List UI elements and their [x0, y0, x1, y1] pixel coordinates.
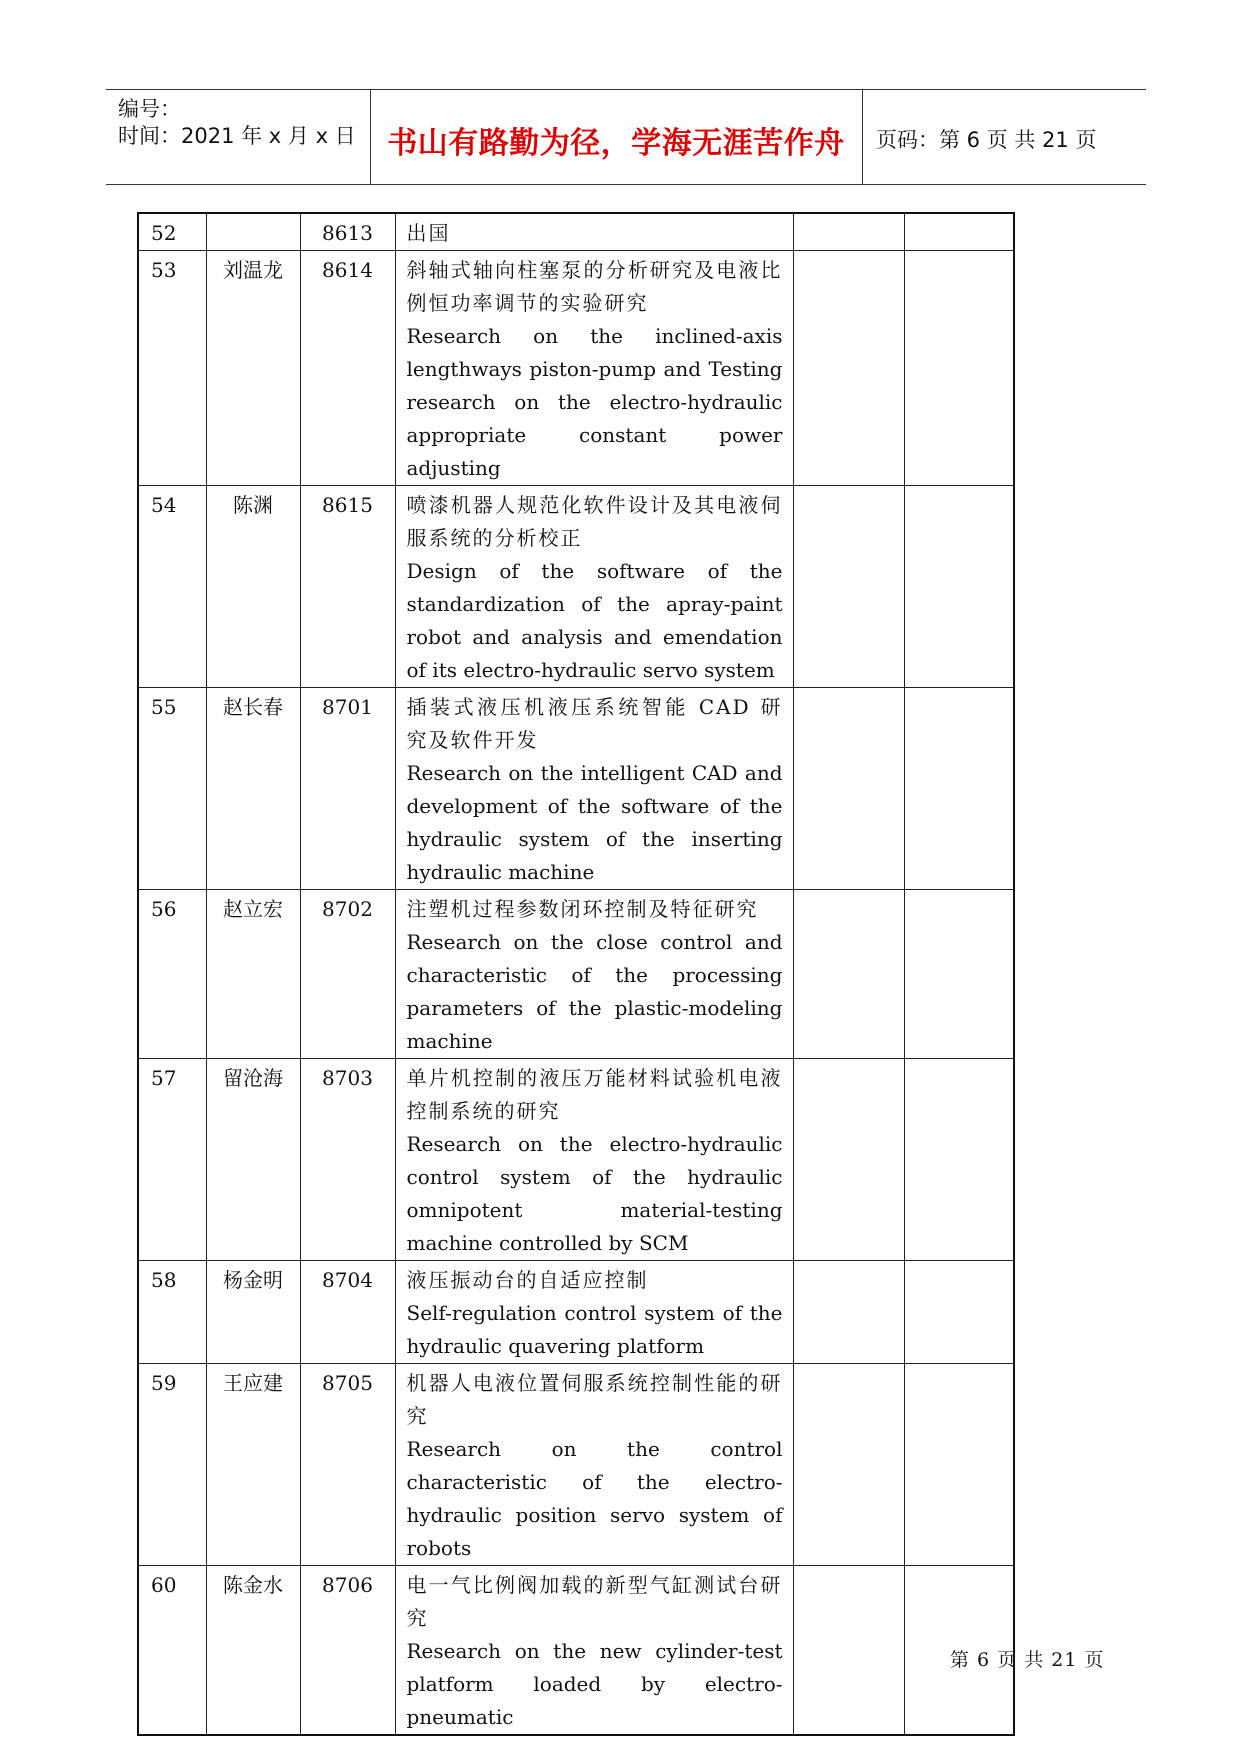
author-name: 杨金明 — [206, 1261, 300, 1364]
thesis-code: 8705 — [300, 1364, 395, 1566]
blank-cell — [793, 213, 904, 251]
blank-cell — [904, 688, 1014, 890]
thesis-title — [395, 890, 793, 1059]
thesis-title — [395, 213, 793, 251]
table-row — [138, 1364, 1014, 1566]
thesis-title — [395, 1059, 793, 1261]
motto: 书山有路勤为径，学海无涯苦作舟 — [387, 126, 845, 161]
table-row — [138, 1059, 1014, 1261]
author-name: 赵立宏 — [206, 890, 300, 1059]
blank-cell — [904, 890, 1014, 1059]
title-chinese: 液压振动台的自适应控制 — [406, 1268, 649, 1292]
title-chinese: 电一气比例阀加载的新型气缸测试台研究 — [406, 1573, 783, 1630]
title-chinese: 插装式液压机液压系统智能 CAD 研究及软件开发 — [406, 695, 783, 752]
header-meta-cell — [106, 90, 371, 184]
page-number-label: 页码：第 6 页 共 21 页 — [876, 128, 1097, 152]
thesis-table — [137, 212, 1015, 1736]
header-page-cell — [862, 90, 1146, 184]
blank-cell — [793, 1261, 904, 1364]
blank-cell — [793, 890, 904, 1059]
row-number: 53 — [138, 251, 206, 486]
title-english: Research on the electro-hydraulic control system of the hydraulic omnipotent material-testing machine controlled by SCM — [406, 1132, 783, 1255]
thesis-title — [395, 251, 793, 486]
thesis-title — [395, 1566, 793, 1736]
row-number: 54 — [138, 486, 206, 688]
table-row — [138, 251, 1014, 486]
thesis-code: 8701 — [300, 688, 395, 890]
thesis-code: 8706 — [300, 1566, 395, 1736]
table-row — [138, 890, 1014, 1059]
title-english: Design of the software of the standardization of the apray-paint robot and analysis and emendation of its electro-hydraulic servo system — [406, 559, 783, 682]
title-english: Self-regulation control system of the hydraulic quavering platform — [406, 1301, 783, 1358]
author-name: 赵长春 — [206, 688, 300, 890]
title-english: Research on the intelligent CAD and development of the software of the hydraulic system of the inserting hydraulic machine — [406, 761, 783, 884]
thesis-code: 8704 — [300, 1261, 395, 1364]
table-row — [138, 213, 1014, 251]
table-row — [138, 1261, 1014, 1364]
thesis-title — [395, 1261, 793, 1364]
table-row — [138, 688, 1014, 890]
row-number: 60 — [138, 1566, 206, 1736]
row-number: 57 — [138, 1059, 206, 1261]
row-number: 58 — [138, 1261, 206, 1364]
serial-label: 编号： — [118, 97, 181, 121]
title-chinese: 出国 — [406, 221, 451, 245]
thesis-code: 8615 — [300, 486, 395, 688]
row-number: 55 — [138, 688, 206, 890]
thesis-table-body — [138, 213, 1014, 1735]
blank-cell — [904, 1261, 1014, 1364]
author-name — [206, 213, 300, 251]
table-row — [138, 1566, 1014, 1736]
thesis-code: 8614 — [300, 251, 395, 486]
page-footer: 第 6 页 共 21 页 — [950, 1649, 1105, 1671]
title-english: Research on the control characteristic of the electro-hydraulic position servo system of robots — [406, 1437, 783, 1560]
title-chinese: 注塑机过程参数闭环控制及特征研究 — [406, 897, 759, 921]
blank-cell — [793, 486, 904, 688]
row-number: 59 — [138, 1364, 206, 1566]
title-chinese: 单片机控制的液压万能材料试验机电液控制系统的研究 — [406, 1066, 783, 1123]
row-number: 52 — [138, 213, 206, 251]
thesis-code: 8703 — [300, 1059, 395, 1261]
blank-cell — [904, 1364, 1014, 1566]
blank-cell — [793, 1059, 904, 1261]
title-english: Research on the new cylinder-test platform loaded by electro-pneumatic — [406, 1639, 783, 1729]
blank-cell — [904, 213, 1014, 251]
blank-cell — [793, 688, 904, 890]
title-english: Research on the close control and characteristic of the processing parameters of the plastic-modeling machine — [406, 930, 783, 1053]
thesis-title — [395, 486, 793, 688]
title-chinese: 斜轴式轴向柱塞泵的分析研究及电液比例恒功率调节的实验研究 — [406, 258, 783, 315]
time-label: 时间：2021 年 x 月 x 日 — [118, 124, 356, 148]
author-name: 刘温龙 — [206, 251, 300, 486]
thesis-title — [395, 1364, 793, 1566]
title-english: Research on the inclined-axis lengthways piston-pump and Testing research on the electro-hydraulic appropriate constant power adjusting — [406, 324, 783, 480]
blank-cell — [904, 251, 1014, 486]
blank-cell — [904, 486, 1014, 688]
title-chinese: 喷漆机器人规范化软件设计及其电液伺服系统的分析校正 — [406, 493, 783, 550]
blank-cell — [793, 251, 904, 486]
author-name: 留沧海 — [206, 1059, 300, 1261]
title-chinese: 机器人电液位置伺服系统控制性能的研究 — [406, 1371, 783, 1428]
page-header — [106, 89, 1146, 185]
thesis-table-wrapper — [137, 212, 1015, 1736]
thesis-code: 8613 — [300, 213, 395, 251]
author-name: 陈渊 — [206, 486, 300, 688]
blank-cell — [793, 1364, 904, 1566]
row-number: 56 — [138, 890, 206, 1059]
thesis-title — [395, 688, 793, 890]
blank-cell — [793, 1566, 904, 1736]
blank-cell — [904, 1059, 1014, 1261]
thesis-code: 8702 — [300, 890, 395, 1059]
table-row — [138, 486, 1014, 688]
header-motto-cell — [370, 90, 863, 184]
author-name: 王应建 — [206, 1364, 300, 1566]
author-name: 陈金水 — [206, 1566, 300, 1736]
